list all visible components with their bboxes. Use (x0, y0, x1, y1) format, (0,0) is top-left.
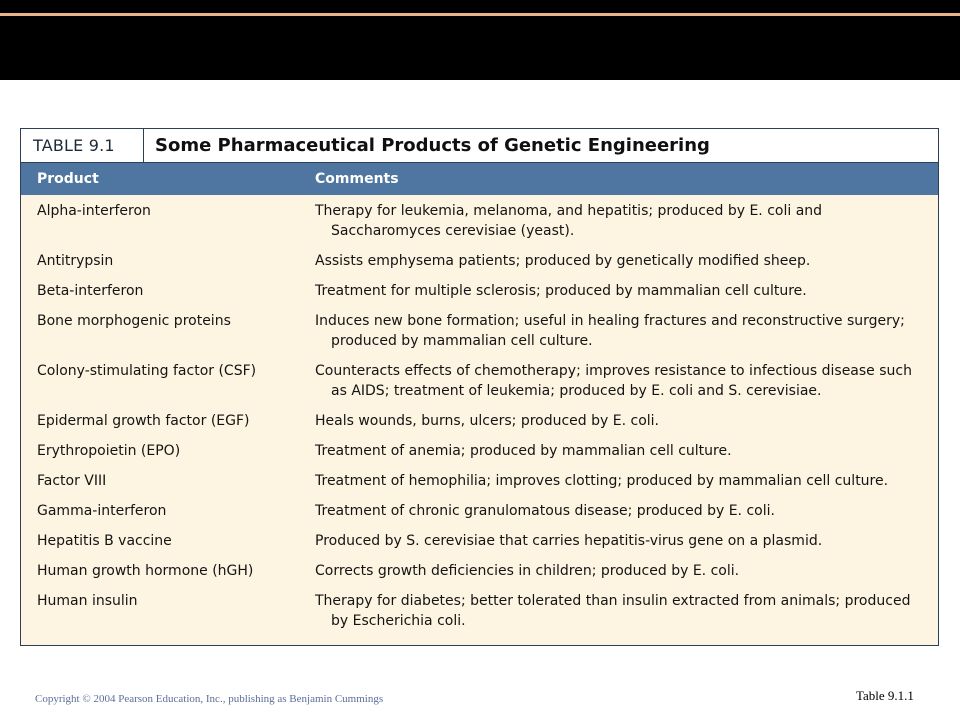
product-cell: Bone morphogenic proteins (37, 313, 231, 329)
table-header-row (21, 163, 938, 195)
column-header-comments: Comments (315, 171, 399, 187)
product-cell: Human growth hormone (hGH) (37, 563, 254, 579)
slide-label: Table 9.1.1 (856, 688, 914, 703)
comment-cell: Heals wounds, burns, ulcers; produced by E. coli. (315, 413, 659, 429)
table-row (21, 531, 938, 551)
comment-cell: Treatment for multiple sclerosis; produced by mammalian cell culture. (315, 283, 807, 299)
table-row (21, 561, 938, 581)
table-number: TABLE 9.1 (21, 129, 144, 162)
product-cell: Epidermal growth factor (EGF) (37, 413, 250, 429)
table-row (21, 501, 938, 521)
comment-cell: Therapy for diabetes; better tolerated than insulin extracted from animals; produced by Escherichia coli. (315, 593, 911, 629)
table-title: Some Pharmaceutical Products of Genetic Engineering (155, 135, 710, 156)
table-row (21, 411, 938, 431)
table-row (21, 441, 938, 461)
comment-cell: Treatment of chronic granulomatous disease; produced by E. coli. (315, 503, 775, 519)
comment-cell: Treatment of hemophilia; improves clotting; produced by mammalian cell culture. (315, 473, 889, 489)
table-row (21, 201, 938, 241)
comment-cell: Produced by S. cerevisiae that carries hepatitis-virus gene on a plasmid. (315, 533, 823, 549)
product-cell: Factor VIII (37, 473, 107, 489)
product-cell: Human insulin (37, 593, 138, 609)
table-row (21, 251, 938, 271)
product-cell: Antitrypsin (37, 253, 114, 269)
table-title-row (21, 129, 938, 163)
comment-cell: Assists emphysema patients; produced by genetically modified sheep. (315, 253, 811, 269)
table-row (21, 591, 938, 631)
pharma-table (20, 128, 939, 646)
comment-cell: Induces new bone formation; useful in healing fractures and reconstructive surgery; produced by mammalian cell culture. (315, 313, 905, 349)
column-header-product: Product (37, 171, 99, 187)
comment-cell: Therapy for leukemia, melanoma, and hepatitis; produced by E. coli and Saccharomyces cerevisiae (yeast). (315, 203, 823, 239)
product-cell: Alpha-interferon (37, 203, 151, 219)
accent-rule (0, 13, 960, 16)
table-row (21, 361, 938, 401)
comment-cell: Corrects growth deficiencies in children; produced by E. coli. (315, 563, 740, 579)
product-cell: Colony-stimulating factor (CSF) (37, 363, 257, 379)
comment-cell: Counteracts effects of chemotherapy; improves resistance to infectious disease such as AIDS; treatment of leukemia; produced by E. coli and S. cerevisiae. (315, 363, 912, 399)
top-banner (0, 0, 960, 80)
table-row (21, 281, 938, 301)
table-row (21, 311, 938, 351)
table-body (21, 201, 938, 641)
copyright-notice: Copyright © 2004 Pearson Education, Inc., publishing as Benjamin Cummings (35, 693, 384, 705)
comment-cell: Treatment of anemia; produced by mammalian cell culture. (315, 443, 732, 459)
product-cell: Gamma-interferon (37, 503, 167, 519)
product-cell: Hepatitis B vaccine (37, 533, 172, 549)
table-row (21, 471, 938, 491)
product-cell: Beta-interferon (37, 283, 144, 299)
product-cell: Erythropoietin (EPO) (37, 443, 181, 459)
